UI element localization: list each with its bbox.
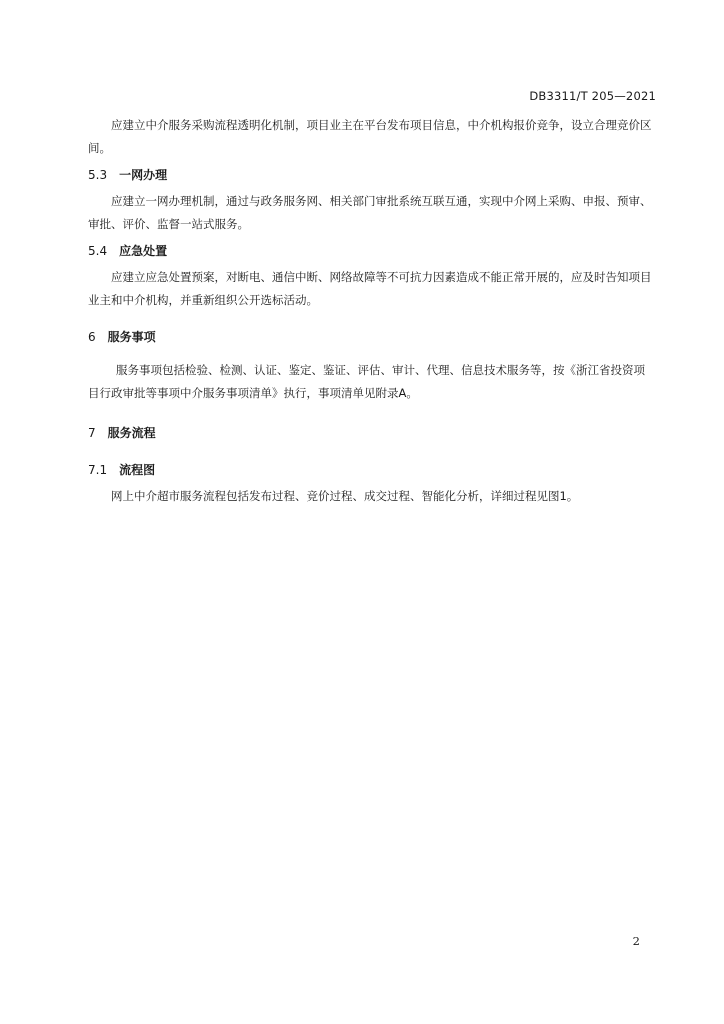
- document-code: DB3311/T 205—2021: [529, 89, 656, 103]
- paragraph-emergency-handling: 应建立应急处置预案，对断电、通信中断、网络故障等不可抗力因素造成不能正常开展的，应及时告知项目业主和中介机构，并重新组织公开选标活动。: [88, 270, 652, 307]
- section-title: 服务流程: [107, 426, 156, 440]
- section-number: 5.4: [88, 244, 108, 258]
- paragraph-one-network-handling: 应建立一网办理机制，通过与政务服务网、相关部门审批系统互联互通，实现中介网上采购、申报、预审、审批、评价、监督一站式服务。: [88, 194, 652, 231]
- section-number: 5.3: [88, 168, 108, 182]
- section-title: 服务事项: [107, 330, 156, 344]
- section-number: 6: [88, 330, 96, 344]
- paragraph-service-items: 服务事项包括检验、检测、认证、鉴定、鉴证、评估、审计、代理、信息技术服务等，按《浙江省投资项目行政审批等事项中介服务事项清单》执行，事项清单见附录A。: [88, 363, 645, 400]
- section-heading-5-3: [88, 166, 167, 183]
- section-heading-5-4: [88, 242, 167, 259]
- section-heading-6: [88, 328, 156, 345]
- section-title: 流程图: [119, 463, 156, 477]
- section-heading-7-1: [88, 461, 155, 478]
- section-number: 7: [88, 426, 96, 440]
- section-number: 7.1: [88, 463, 108, 477]
- page-number: 2: [632, 934, 640, 948]
- paragraph-flowchart-description: 网上中介超市服务流程包括发布过程、竞价过程、成交过程、智能化分析，详细过程见图1。: [111, 489, 579, 503]
- section-heading-7: [88, 424, 156, 441]
- paragraph-transparency-mechanism: 应建立中介服务采购流程透明化机制，项目业主在平台发布项目信息，中介机构报价竞争，设立合理竞价区间。: [88, 118, 652, 155]
- section-title: 应急处置: [119, 244, 168, 258]
- section-title: 一网办理: [119, 168, 168, 182]
